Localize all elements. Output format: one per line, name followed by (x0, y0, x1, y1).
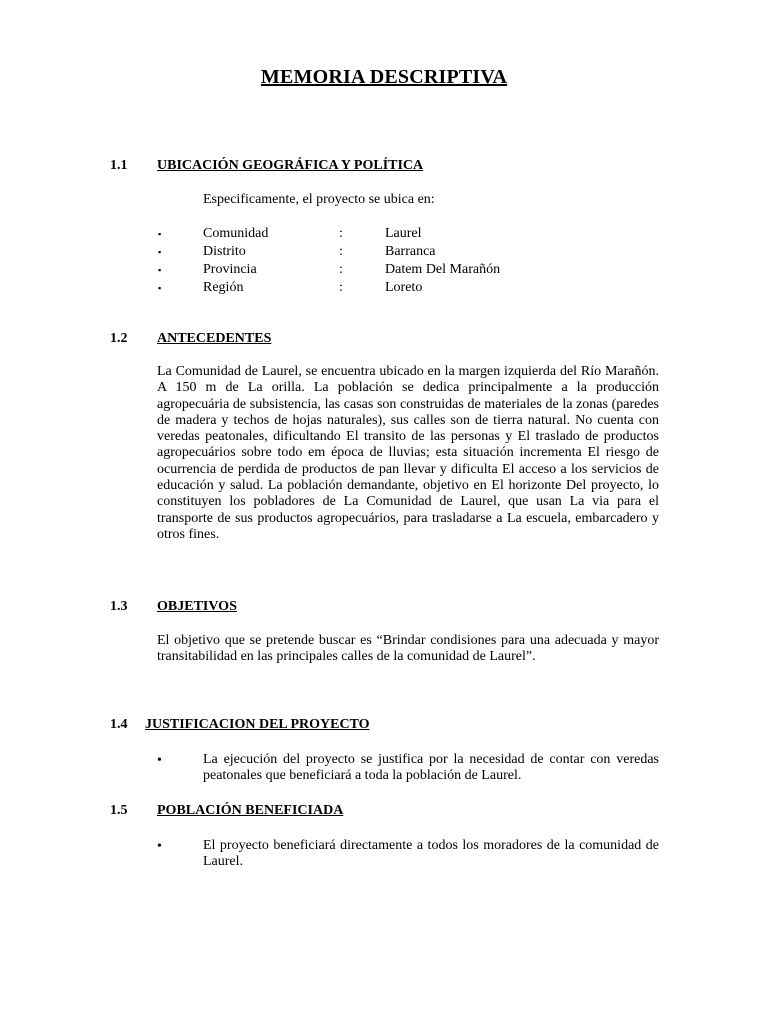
section-number: 1.1 (110, 158, 128, 173)
section-intro: Especificamente, el proyecto se ubica en: (203, 192, 435, 207)
location-label: Provincia (203, 262, 257, 277)
location-label: Comunidad (203, 226, 269, 241)
section-heading-ubicacion: UBICACIÓN GEOGRÁFICA Y POLÍTICA (157, 158, 424, 173)
section-number: 1.4 (110, 717, 128, 732)
section-heading-objetivos: OBJETIVOS (157, 599, 237, 614)
location-value: Loreto (385, 280, 423, 295)
section-heading-justificacion: JUSTIFICACION DEL PROYECTO (145, 717, 370, 732)
poblacion-paragraph: El proyecto beneficiará directamente a todos los moradores de la comunidad de Laurel. (203, 838, 659, 870)
antecedentes-paragraph: La Comunidad de Laurel, se encuentra ubicado en la margen izquierda del Río Marañón. A 150 m de La orilla. La población se dedica principalmente a la producción agropecuária de subsistencia, las casas son construidas de materiales de la zonas (paredes de madera y techos de hojas naturales), sus calles son de tierra natural. No cuenta con veredas peatonales, dificultando El transito de las personas y El traslado de productos agropecuários sobre todo em época de lluvias; esta situación incrementa El riesgo de ocurrencia de perdida de productos de pan llevar y dificulta El acceso a los servicios de educación y salud. La población demandante, objetivo en El horizonte Del proyecto, lo constituyen los pobladores de La Comunidad de Laurel, que usan La via para el transporte de sus productos agropecuários, para trasladarse a La escuela, embarcadero y otros fines. (157, 364, 659, 542)
location-value: Laurel (385, 226, 422, 241)
section-heading-poblacion: POBLACIÓN BENEFICIADA (157, 803, 344, 818)
section-number: 1.5 (110, 803, 128, 818)
location-item-provincia (0, 261, 768, 279)
location-value: Datem Del Marañón (385, 262, 501, 277)
section-number: 1.2 (110, 331, 128, 346)
location-value: Barranca (385, 244, 436, 259)
square-bullet-icon: ▪ (158, 265, 162, 275)
location-label: Región (203, 280, 244, 295)
separator: : (339, 262, 343, 277)
square-bullet-icon: ▪ (158, 229, 162, 239)
location-label: Distrito (203, 244, 246, 259)
separator: : (339, 280, 343, 295)
separator: : (339, 226, 343, 241)
separator: : (339, 244, 343, 259)
section-number: 1.3 (110, 599, 128, 614)
section-heading-antecedentes: ANTECEDENTES (157, 331, 272, 346)
justificacion-paragraph: La ejecución del proyecto se justifica por la necesidad de contar con veredas peatonales que beneficiará a toda la población de Laurel. (203, 752, 659, 784)
location-item-distrito (0, 243, 768, 261)
location-item-comunidad (0, 225, 768, 243)
location-item-region (0, 279, 768, 297)
square-bullet-icon: ▪ (158, 283, 162, 293)
square-bullet-icon: ▪ (158, 247, 162, 257)
document-title: MEMORIA DESCRIPTIVA (260, 66, 508, 88)
round-bullet-icon: • (157, 839, 162, 854)
round-bullet-icon: • (157, 753, 162, 768)
objetivos-paragraph: El objetivo que se pretende buscar es “Brindar condisiones para una adecuada y mayor transitabilidad en las principales calles de la comunidad de Laurel”. (157, 633, 659, 665)
